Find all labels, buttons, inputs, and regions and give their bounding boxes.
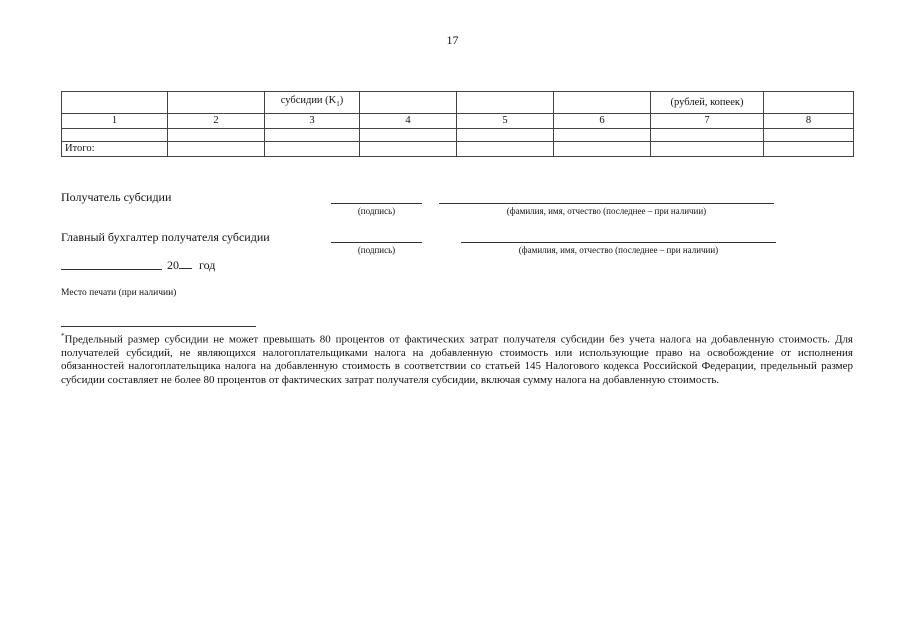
table-header-cell — [764, 92, 854, 114]
recipient-signature-line[interactable] — [331, 203, 422, 204]
column-number: 3 — [265, 114, 360, 129]
table-cell — [764, 142, 854, 157]
footnote-text: Предельный размер субсидии не может превышать 80 процентов от фактических затрат получателя субсидии без учета налога на добавленную стоимость. Для получателей субсидий, не являющихся налогоплательщиками налога на добавленную стоимость или использующие право на освобождение от исполнения обязанностей налогоплательщика налога на добавленную стоимость в соответствии со статьей 145 Налогового кодекса Российской Федерации, предельный размер субсидии составляет не более 80 процентов от фактических затрат получателя субсидии, включая сумму налога на добавленную стоимость. — [61, 333, 853, 386]
accountant-signature-line[interactable] — [331, 242, 422, 243]
column-number: 2 — [168, 114, 265, 129]
column-number: 8 — [764, 114, 854, 129]
table-cell — [457, 142, 554, 157]
table-cell — [360, 142, 457, 157]
accountant-name-caption: (фамилия, имя, отчество (последнее – при наличии) — [518, 245, 719, 255]
table-header-cell — [554, 92, 651, 114]
date-year — [167, 257, 215, 273]
column-number: 7 — [651, 114, 764, 129]
table-cell — [168, 142, 265, 157]
table-header-row — [62, 92, 854, 114]
footnote — [61, 330, 853, 387]
recipient-label: Получатель субсидии — [61, 190, 172, 204]
date-year-prefix: 20 — [167, 258, 179, 272]
column-number: 5 — [457, 114, 554, 129]
date-day-month-line[interactable] — [61, 269, 162, 270]
table-cell — [651, 129, 764, 142]
table-header-cell — [360, 92, 457, 114]
table-cell — [265, 142, 360, 157]
date-year-blank[interactable] — [179, 257, 192, 269]
recipient-name-caption: (фамилия, имя, отчество (последнее – при наличии) — [506, 206, 707, 216]
subsidy-table — [61, 91, 854, 157]
table-cell — [651, 142, 764, 157]
table-cell — [168, 129, 265, 142]
stamp-label: Место печати (при наличии) — [61, 288, 177, 298]
table-header-cell — [168, 92, 265, 114]
table-cell — [554, 142, 651, 157]
table-cell — [360, 129, 457, 142]
subsidy-label-close: ) — [339, 94, 344, 106]
table-cell — [554, 129, 651, 142]
total-label: Итого: — [62, 142, 168, 157]
footnote-separator — [61, 326, 256, 327]
table-header-cell-units: (рублей, копеек) — [651, 92, 764, 114]
column-number-row — [62, 114, 854, 129]
table-cell — [457, 129, 554, 142]
table-total-row — [62, 142, 854, 157]
footnote-marker: * — [61, 332, 65, 340]
accountant-label: Главный бухгалтер получателя субсидии — [61, 230, 270, 244]
accountant-signature-caption: (подпись) — [357, 245, 396, 255]
date-year-suffix: год — [199, 258, 216, 272]
table-header-cell — [62, 92, 168, 114]
table-row-empty — [62, 129, 854, 142]
subsidy-label: субсидии (K — [280, 94, 337, 106]
table-cell — [764, 129, 854, 142]
table-header-cell-subsidy — [265, 92, 360, 114]
accountant-name-line[interactable] — [461, 242, 776, 243]
recipient-name-line[interactable] — [439, 203, 774, 204]
table-cell — [265, 129, 360, 142]
column-number: 4 — [360, 114, 457, 129]
recipient-signature-caption: (подпись) — [357, 206, 396, 216]
subsidy-subscript: 1 — [336, 100, 340, 109]
table-header-cell — [457, 92, 554, 114]
column-number: 6 — [554, 114, 651, 129]
page-number: 17 — [446, 33, 459, 47]
table-cell — [62, 129, 168, 142]
column-number: 1 — [62, 114, 168, 129]
